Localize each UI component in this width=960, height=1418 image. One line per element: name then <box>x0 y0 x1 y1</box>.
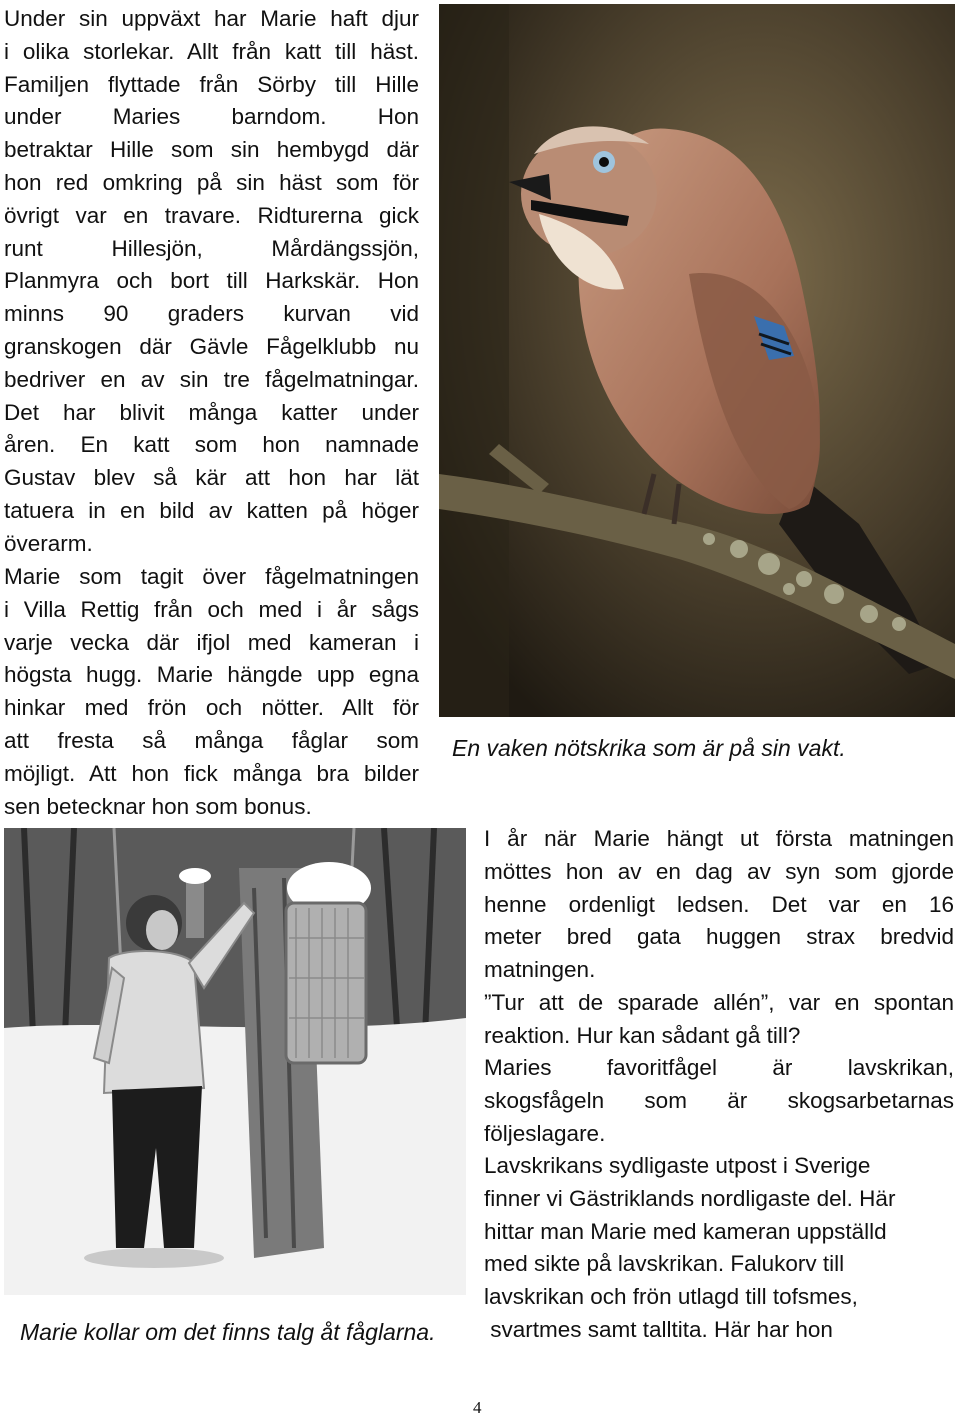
text-line: Familjen flyttade från Sörby till Hille <box>4 71 419 97</box>
text-line: möttes hon av en dag av syn som gjorde <box>484 858 954 884</box>
text-line: med sikte på lavskrikan. Falukorv till <box>484 1251 845 1277</box>
left-paragraph-1 <box>4 3 419 561</box>
text-line: I år när Marie hängt ut första matningen <box>484 826 954 851</box>
text-line: under Maries barndom. Hon <box>4 104 419 130</box>
right-paragraph-5 <box>484 1052 954 1150</box>
text-line: Under sin uppväxt har Marie haft djur <box>4 6 419 31</box>
bird-feeder-photo <box>4 828 466 1295</box>
text-line: granskogen där Gävle Fågelklubb nu <box>4 333 419 359</box>
text-line: övrigt var en travare. Ridturerna gick <box>4 202 419 228</box>
page-number: 4 <box>473 1398 482 1417</box>
text-line: ”Tur att de sparade allén”, var en spontan <box>484 990 954 1015</box>
text-line: betraktar Hille som sin hembygd där <box>4 137 419 163</box>
text-line: Gustav blev så kär att hon har lät <box>4 465 419 491</box>
text-line: Det har blivit många katter under <box>4 399 419 425</box>
text-line: tatuera in en bild av katten på höger <box>4 497 419 523</box>
text-line: Marie som tagit över fågelmatningen <box>4 564 419 589</box>
text-line: Lavskrikans sydligaste utpost i Sverige <box>484 1153 871 1178</box>
text-line: åren. En katt som hon namnade <box>4 432 419 458</box>
text-line: hittar man Marie med kameran uppställd <box>484 1218 887 1244</box>
text-line: i Villa Rettig från och med i år sågs <box>4 596 419 622</box>
right-paragraph-6 <box>484 1150 954 1347</box>
left-paragraph-2 <box>4 561 419 823</box>
text-line: matningen. <box>484 957 596 983</box>
jay-bird-photo <box>439 4 955 717</box>
text-line: möjligt. Att hon fick många bra bilder <box>4 760 419 786</box>
text-line: reaktion. Hur kan sådant gå till? <box>484 1022 801 1048</box>
text-line: hon red omkring på sin häst som för <box>4 169 419 195</box>
text-line: Maries favoritfågel är lavskrikan, <box>484 1055 954 1080</box>
right-paragraph-4 <box>484 987 954 1053</box>
bird-photo-caption: En vaken nötskrika som är på sin vakt. <box>452 735 846 761</box>
feeder-photo-caption: Marie kollar om det finns talg åt fåglarna. <box>20 1319 436 1345</box>
text-line: sen betecknar hon som bonus. <box>4 793 312 819</box>
text-line: skogsfågeln som är skogsarbetarnas <box>484 1087 954 1113</box>
text-line: hinkar med frön och nötter. Allt för <box>4 695 419 721</box>
text-line: meter bred gata huggen strax bredvid <box>484 924 954 950</box>
text-line: i olika storlekar. Allt från katt till häst. <box>4 38 419 64</box>
text-line: runt Hillesjön, Mårdängssjön, <box>4 235 419 261</box>
text-line: henne ordenligt ledsen. Det var en 16 <box>484 891 954 917</box>
text-line: lavskrikan och frön utlagd till tofsmes, <box>484 1284 858 1310</box>
text-line: varje vecka där ifjol med kameran i <box>4 629 419 655</box>
text-line: överarm. <box>4 530 93 556</box>
text-line: finner vi Gästriklands nordligaste del. Här <box>484 1185 896 1211</box>
text-line: följeslagare. <box>484 1120 606 1146</box>
right-paragraph-3 <box>484 823 954 987</box>
text-line: att fresta så många fåglar som <box>4 727 419 753</box>
text-line: bedriver en av sin tre fågelmatningar. <box>4 366 419 392</box>
text-line: högsta hugg. Marie hängde upp egna <box>4 662 419 688</box>
text-line: svartmes samt talltita. Här har hon <box>484 1316 833 1342</box>
text-line: minns 90 graders kurvan vid <box>4 301 419 327</box>
text-line: Planmyra och bort till Harkskär. Hon <box>4 268 419 294</box>
